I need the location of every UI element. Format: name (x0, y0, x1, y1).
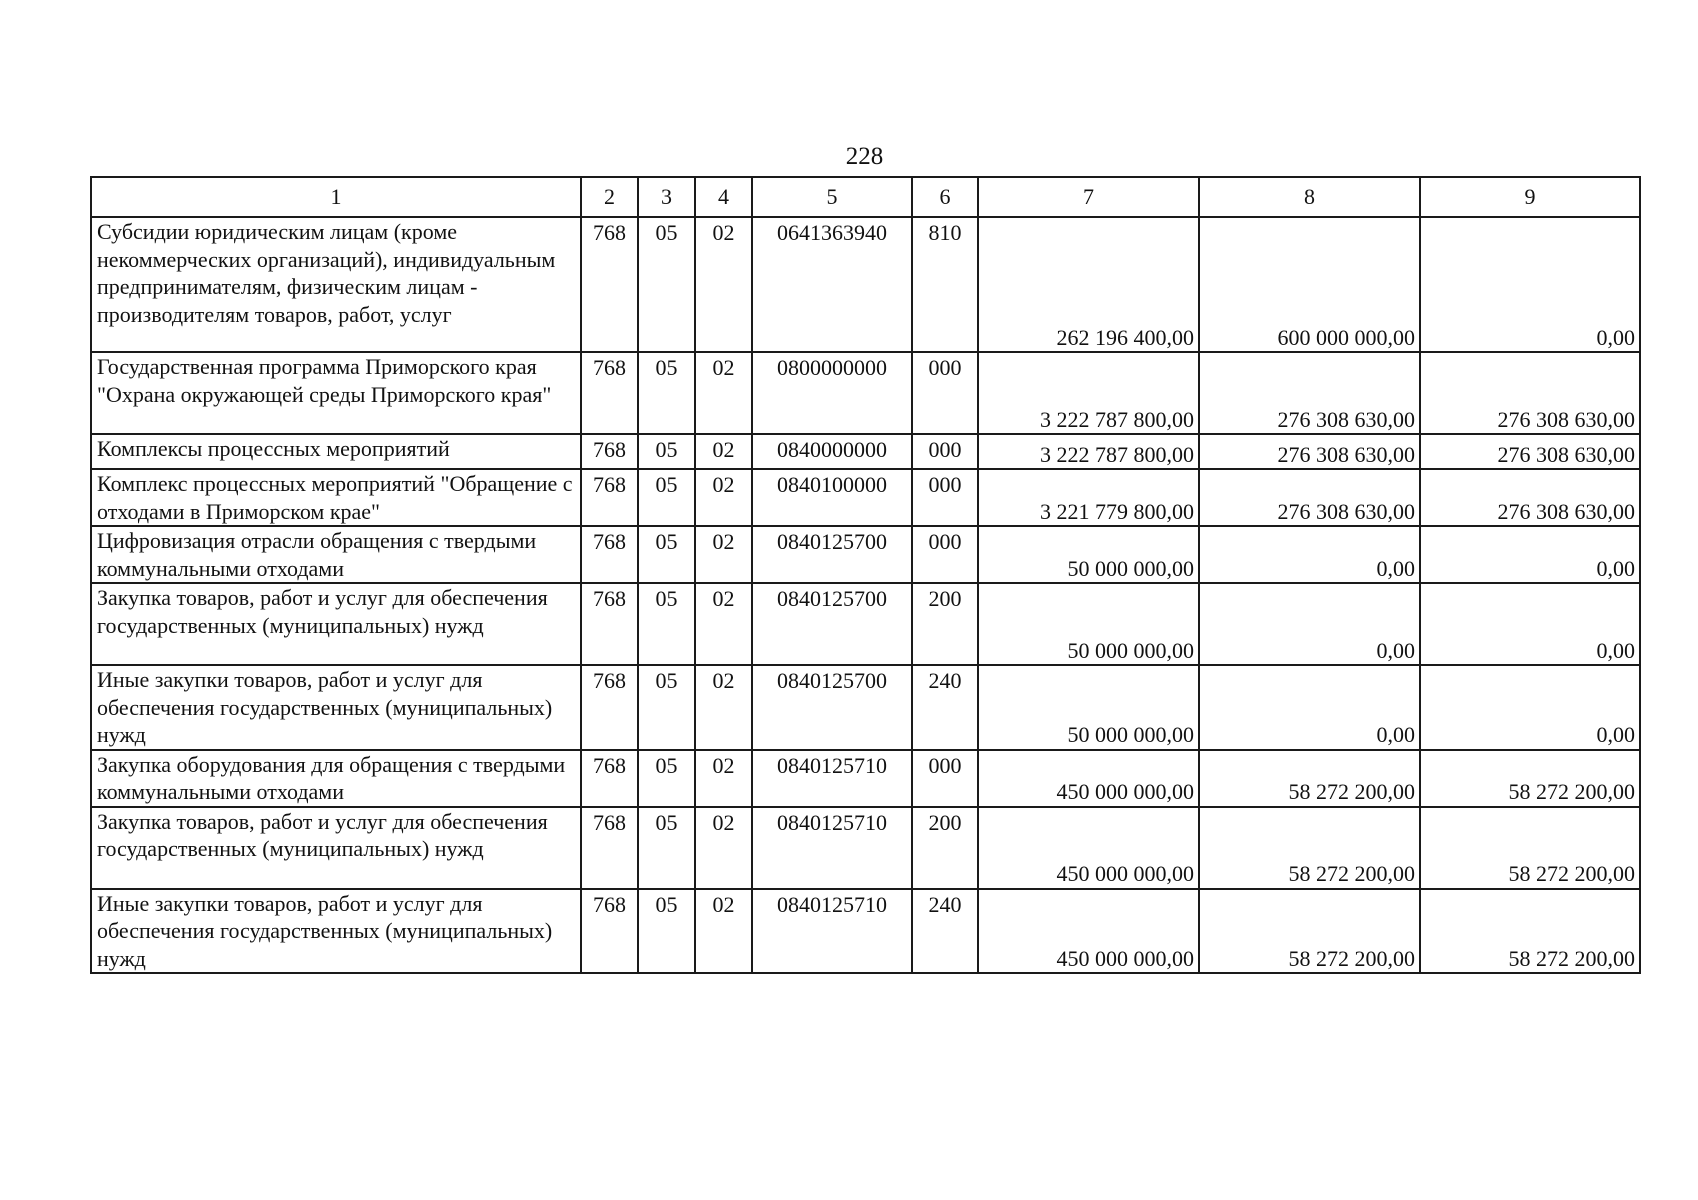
table-row (91, 469, 1640, 526)
row-name-cell: Закупка товаров, работ и услуг для обеспечения государственных (муниципальных) нужд (91, 807, 581, 889)
grbs-code-cell: 768 (581, 217, 638, 352)
grbs-code-cell: 768 (581, 469, 638, 526)
section-code-cell: 05 (638, 807, 695, 889)
table-row (91, 352, 1640, 434)
row-name-cell: Иные закупки товаров, работ и услуг для обеспечения государственных (муниципальных) нужд (91, 665, 581, 750)
amount-col9-cell: 0,00 (1420, 526, 1640, 583)
amount-col8-cell: 276 308 630,00 (1199, 434, 1420, 469)
amount-col7-cell: 262 196 400,00 (978, 217, 1199, 352)
amount-col9-cell: 0,00 (1420, 665, 1640, 750)
amount-col9-cell: 276 308 630,00 (1420, 469, 1640, 526)
row-name-cell: Комплекс процессных мероприятий "Обращение с отходами в Приморском крае" (91, 469, 581, 526)
amount-col7-cell: 50 000 000,00 (978, 526, 1199, 583)
grbs-code-cell: 768 (581, 889, 638, 974)
grbs-code-cell: 768 (581, 665, 638, 750)
page-number: 228 (845, 143, 884, 170)
column-header: 6 (912, 177, 978, 217)
target-article-cell: 0840100000 (752, 469, 912, 526)
target-article-cell: 0840125700 (752, 526, 912, 583)
section-code-cell: 05 (638, 889, 695, 974)
grbs-code-cell: 768 (581, 807, 638, 889)
expense-type-cell: 000 (912, 434, 978, 469)
table-row (91, 217, 1640, 352)
row-name-cell: Закупка оборудования для обращения с твердыми коммунальными отходами (91, 750, 581, 807)
target-article-cell: 0840125710 (752, 750, 912, 807)
row-name-cell: Цифровизация отрасли обращения с твердыми коммунальными отходами (91, 526, 581, 583)
subsection-code-cell: 02 (695, 665, 752, 750)
section-code-cell: 05 (638, 352, 695, 434)
amount-col8-cell: 600 000 000,00 (1199, 217, 1420, 352)
subsection-code-cell: 02 (695, 434, 752, 469)
expense-type-cell: 200 (912, 583, 978, 665)
column-header: 8 (1199, 177, 1420, 217)
subsection-code-cell: 02 (695, 469, 752, 526)
amount-col9-cell: 276 308 630,00 (1420, 352, 1640, 434)
table-row (91, 434, 1640, 469)
expense-type-cell: 240 (912, 665, 978, 750)
column-header: 3 (638, 177, 695, 217)
amount-col7-cell: 450 000 000,00 (978, 807, 1199, 889)
expense-type-cell: 000 (912, 526, 978, 583)
table-row (91, 526, 1640, 583)
target-article-cell: 0800000000 (752, 352, 912, 434)
expense-type-cell: 000 (912, 750, 978, 807)
section-code-cell: 05 (638, 434, 695, 469)
section-code-cell: 05 (638, 583, 695, 665)
amount-col7-cell: 3 221 779 800,00 (978, 469, 1199, 526)
section-code-cell: 05 (638, 526, 695, 583)
grbs-code-cell: 768 (581, 526, 638, 583)
column-header: 4 (695, 177, 752, 217)
target-article-cell: 0641363940 (752, 217, 912, 352)
target-article-cell: 0840125710 (752, 807, 912, 889)
grbs-code-cell: 768 (581, 352, 638, 434)
amount-col7-cell: 3 222 787 800,00 (978, 352, 1199, 434)
table-row (91, 665, 1640, 750)
expense-type-cell: 240 (912, 889, 978, 974)
amount-col7-cell: 50 000 000,00 (978, 583, 1199, 665)
table-row (91, 807, 1640, 889)
amount-col9-cell: 58 272 200,00 (1420, 750, 1640, 807)
amount-col7-cell: 3 222 787 800,00 (978, 434, 1199, 469)
section-code-cell: 05 (638, 217, 695, 352)
budget-table (90, 176, 1641, 974)
table-row (91, 889, 1640, 974)
column-header: 7 (978, 177, 1199, 217)
column-header: 5 (752, 177, 912, 217)
row-name-cell: Комплексы процессных мероприятий (91, 434, 581, 469)
table-row (91, 750, 1640, 807)
column-header: 2 (581, 177, 638, 217)
subsection-code-cell: 02 (695, 750, 752, 807)
amount-col8-cell: 58 272 200,00 (1199, 750, 1420, 807)
subsection-code-cell: 02 (695, 807, 752, 889)
target-article-cell: 0840125700 (752, 665, 912, 750)
table-header-row (91, 177, 1640, 217)
amount-col8-cell: 58 272 200,00 (1199, 889, 1420, 974)
amount-col7-cell: 450 000 000,00 (978, 889, 1199, 974)
amount-col8-cell: 0,00 (1199, 665, 1420, 750)
amount-col8-cell: 58 272 200,00 (1199, 807, 1420, 889)
subsection-code-cell: 02 (695, 217, 752, 352)
amount-col7-cell: 450 000 000,00 (978, 750, 1199, 807)
target-article-cell: 0840125700 (752, 583, 912, 665)
column-header: 1 (91, 177, 581, 217)
amount-col8-cell: 0,00 (1199, 583, 1420, 665)
expense-type-cell: 810 (912, 217, 978, 352)
amount-col8-cell: 276 308 630,00 (1199, 469, 1420, 526)
subsection-code-cell: 02 (695, 352, 752, 434)
row-name-cell: Закупка товаров, работ и услуг для обеспечения государственных (муниципальных) нужд (91, 583, 581, 665)
grbs-code-cell: 768 (581, 583, 638, 665)
amount-col9-cell: 0,00 (1420, 217, 1640, 352)
row-name-cell: Государственная программа Приморского края "Охрана окружающей среды Приморского края" (91, 352, 581, 434)
amount-col9-cell: 276 308 630,00 (1420, 434, 1640, 469)
expense-type-cell: 200 (912, 807, 978, 889)
amount-col9-cell: 0,00 (1420, 583, 1640, 665)
grbs-code-cell: 768 (581, 750, 638, 807)
grbs-code-cell: 768 (581, 434, 638, 469)
subsection-code-cell: 02 (695, 526, 752, 583)
amount-col7-cell: 50 000 000,00 (978, 665, 1199, 750)
section-code-cell: 05 (638, 469, 695, 526)
column-header: 9 (1420, 177, 1640, 217)
target-article-cell: 0840000000 (752, 434, 912, 469)
table-row (91, 583, 1640, 665)
section-code-cell: 05 (638, 665, 695, 750)
expense-type-cell: 000 (912, 469, 978, 526)
row-name-cell: Субсидии юридическим лицам (кроме некоммерческих организаций), индивидуальным предпринимателям, физическим лицам - производителям товаров, работ, услуг (91, 217, 581, 352)
row-name-cell: Иные закупки товаров, работ и услуг для обеспечения государственных (муниципальных) нужд (91, 889, 581, 974)
subsection-code-cell: 02 (695, 583, 752, 665)
amount-col8-cell: 276 308 630,00 (1199, 352, 1420, 434)
section-code-cell: 05 (638, 750, 695, 807)
target-article-cell: 0840125710 (752, 889, 912, 974)
expense-type-cell: 000 (912, 352, 978, 434)
amount-col8-cell: 0,00 (1199, 526, 1420, 583)
amount-col9-cell: 58 272 200,00 (1420, 889, 1640, 974)
amount-col9-cell: 58 272 200,00 (1420, 807, 1640, 889)
subsection-code-cell: 02 (695, 889, 752, 974)
